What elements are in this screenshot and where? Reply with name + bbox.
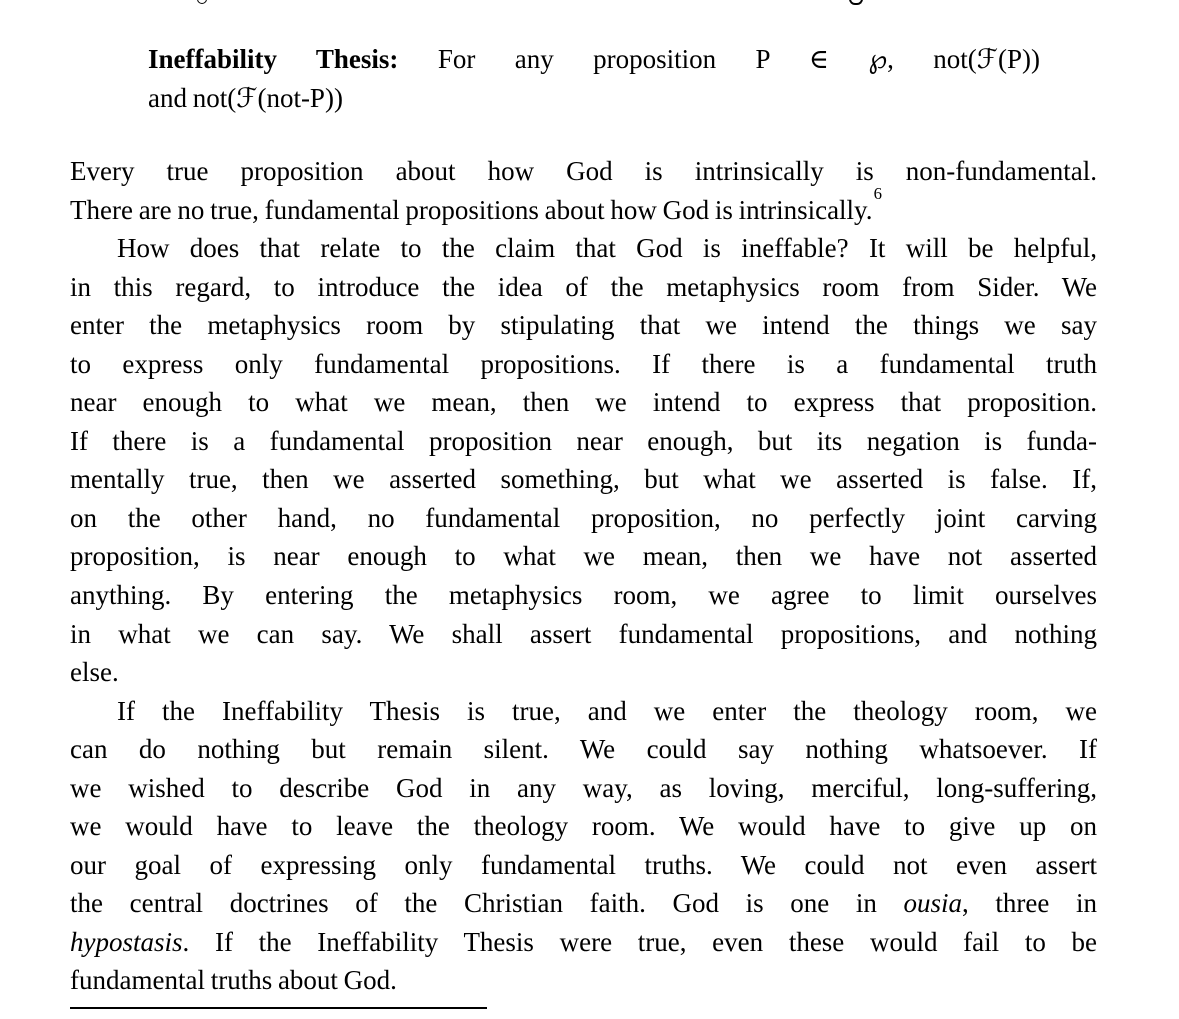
text-line: Ineffability Thesis: For any proposition P ∈ ℘, not(ℱ(P)) [148,44,1041,74]
ineffability-thesis-block [148,40,1040,117]
text-line: our goal of expressing only fundamental truths. We could not even assert [70,849,1097,880]
text-line: enter the metaphysics room by stipulating that we intend the things we say [70,310,1097,341]
text-line: anything. By entering the metaphysics room, we agree to limit ourselves [70,580,1097,611]
text-line: If there is a fundamental proposition near enough, but its negation is funda- [70,425,1097,456]
text-line: we would have to leave the theology room. We would have to give up on [70,811,1097,842]
footnote-rule [70,1007,487,1009]
cropped-glyph-fragment-right [849,0,863,5]
text-line: and not(ℱ(not-P)) [148,82,343,113]
text-line: Every true proposition about how God is intrinsically is non-fundamental. [70,156,1097,186]
text-line: near enough to what we mean, then we intend to express that proposition. [70,387,1097,418]
text-line: How does that relate to the claim that God is ineffable? It will be helpful, [117,233,1097,264]
paragraph [70,692,1097,1000]
text-line: hypostasis. If the Ineffability Thesis were true, even these would fail to be [70,926,1097,957]
text-line: There are no true, fundamental propositions about how God is intrinsically.$^6$ [70,184,882,225]
body-text [70,152,1097,1000]
text-line: mentally true, then we asserted something, but what we asserted is false. If, [70,464,1097,495]
text-line: in what we can say. We shall assert fundamental propositions, and nothing [70,618,1097,649]
text-line: we wished to describe God in any way, as loving, merciful, long-suffering, [70,772,1097,803]
text-line: in this regard, to introduce the idea of the metaphysics room from Sider. We [70,271,1097,302]
paragraph [70,229,1097,692]
text-line: to express only fundamental propositions. If there is a fundamental truth [70,348,1097,379]
text-line: fundamental truths about God. [70,965,397,996]
text-line: on the other hand, no fundamental proposition, no perfectly joint carving [70,502,1097,533]
text-line: If the Ineffability Thesis is true, and we enter the theology room, we [117,695,1097,726]
text-line: proposition, is near enough to what we mean, then we have not asserted [70,541,1097,572]
cropped-glyph-fragment-left [197,0,207,4]
text-line: can do nothing but remain silent. We could say nothing whatsoever. If [70,734,1097,765]
paragraph [70,152,1097,229]
text-line: the central doctrines of the Christian faith. God is one in ousia, three in [70,888,1098,919]
text-line: else. [70,657,119,688]
